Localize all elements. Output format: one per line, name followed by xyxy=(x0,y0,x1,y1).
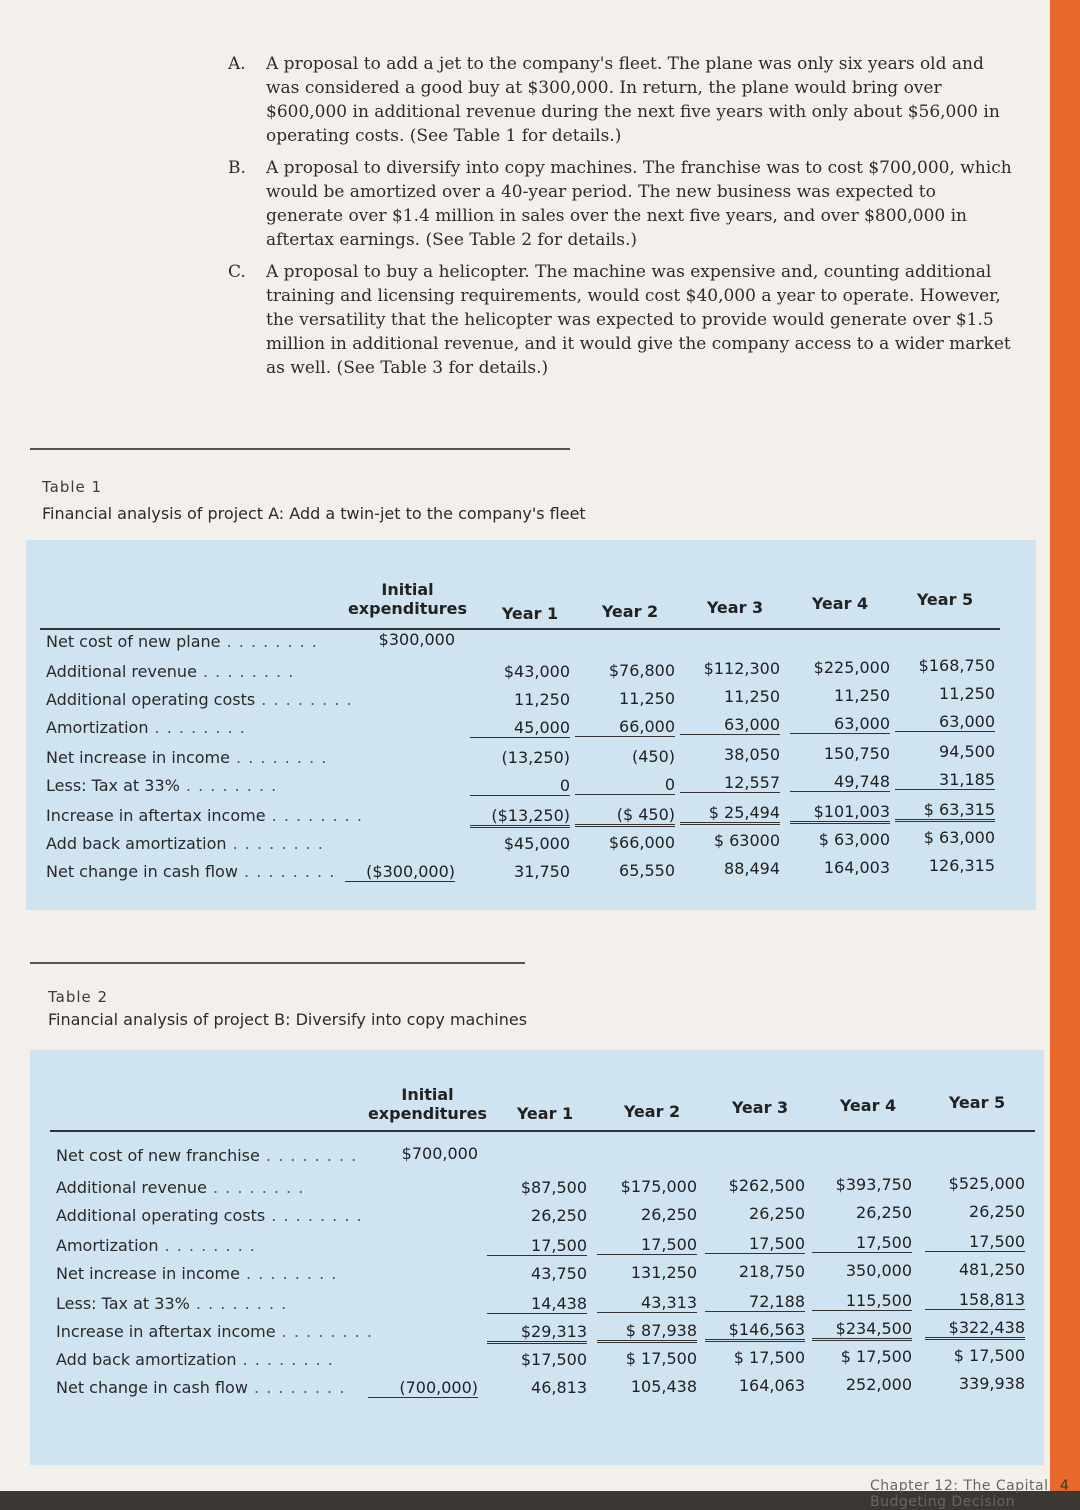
row-label xyxy=(46,718,246,737)
row-label-text: Less: Tax at 33% xyxy=(46,776,180,795)
row-label xyxy=(46,632,318,651)
leader-dots: . . . . . . . . xyxy=(206,1178,305,1197)
row-label-text: Net increase in income xyxy=(56,1264,240,1283)
value-cell-year2: 17,500 xyxy=(597,1235,697,1255)
value-cell-year2: $76,800 xyxy=(608,660,675,680)
value-cell-year2: 131,250 xyxy=(630,1263,697,1282)
row-label xyxy=(56,1146,357,1165)
table1-header-initial xyxy=(345,580,470,618)
row-label xyxy=(56,1322,373,1341)
table2-title: Financial analysis of project B: Diversify into copy machines xyxy=(48,1010,528,1029)
row-label-text: Additional revenue xyxy=(46,662,197,681)
row-label xyxy=(46,748,327,767)
value-cell-year3: $ 63000 xyxy=(713,831,780,850)
leader-dots: . . . . . . . . xyxy=(255,690,353,709)
table1-header-year1: Year 1 xyxy=(501,604,559,623)
value-cell-year3: 12,557 xyxy=(680,773,780,793)
value-cell-year4: 164,003 xyxy=(823,857,890,877)
value-cell-year4: 252,000 xyxy=(845,1375,912,1394)
row-label xyxy=(46,776,277,795)
row-label-text: Additional operating costs xyxy=(56,1206,266,1225)
value-cell-year2: $ 87,938 xyxy=(597,1321,697,1343)
value-cell-year1: 0 xyxy=(470,776,570,796)
row-label xyxy=(56,1206,363,1225)
value-cell-year3: 17,500 xyxy=(705,1234,805,1254)
value-cell-year3: 26,250 xyxy=(749,1204,805,1223)
leader-dots: . . . . . . . . xyxy=(259,1146,358,1165)
value-cell-year3: $112,300 xyxy=(703,659,780,678)
proposals-list xyxy=(228,52,1018,388)
value-cell-year3: 72,188 xyxy=(705,1292,805,1312)
proposal-letter: A. xyxy=(228,54,246,74)
value-cell-year1: $87,500 xyxy=(520,1178,587,1197)
value-cell-year4: $225,000 xyxy=(813,657,890,677)
leader-dots: . . . . . . . . xyxy=(265,806,363,825)
value-cell-year4: $ 17,500 xyxy=(840,1347,912,1366)
value-cell-year1: 14,438 xyxy=(487,1294,587,1314)
proposal-text: A proposal to diversify into copy machines. The franchise was to cost $700,000, which would be amortized over a 40-year period. The new business was expected to generate over $1.4 million in sales over the next five years, and over $800,000 in aftertax earnings. (See Table 2 for details.) xyxy=(266,158,1012,250)
row-label xyxy=(46,690,353,709)
row-label xyxy=(56,1294,287,1313)
table2-header-initial xyxy=(365,1085,490,1123)
value-cell-year5: 63,000 xyxy=(895,712,995,732)
value-cell-year1: 31,750 xyxy=(514,862,570,881)
value-cell-year4: 115,500 xyxy=(812,1291,912,1311)
table1-header-rule xyxy=(40,628,1000,630)
value-cell-year1: 43,750 xyxy=(531,1264,587,1283)
value-cell-year1: 45,000 xyxy=(470,718,570,738)
proposal-b xyxy=(228,156,1018,252)
value-cell-year5: 31,185 xyxy=(895,770,995,790)
value-cell-year3: $ 25,494 xyxy=(680,803,780,825)
value-cell-year5: 339,938 xyxy=(958,1374,1025,1393)
row-label-text: Net change in cash flow xyxy=(46,862,238,881)
chapter-footer: Chapter 12: The Capital Budgeting Decision xyxy=(870,1478,1049,1510)
proposal-letter: C. xyxy=(228,262,246,282)
table1-header-year3: Year 3 xyxy=(706,598,764,617)
value-cell-year3: 88,494 xyxy=(724,859,780,878)
value-cell-year3: 63,000 xyxy=(680,715,780,735)
row-label-text: Increase in aftertax income xyxy=(56,1322,276,1341)
leader-dots: . . . . . . . . xyxy=(236,1350,334,1369)
value-cell-year3: 38,050 xyxy=(724,745,780,764)
row-label xyxy=(56,1264,337,1283)
value-cell-year4: $101,003 xyxy=(790,802,890,824)
table2-header-year1: Year 1 xyxy=(516,1104,574,1123)
value-cell-year4: $ 63,000 xyxy=(818,829,890,849)
value-cell-year5: 94,500 xyxy=(939,742,995,761)
proposal-text: A proposal to buy a helicopter. The machine was expensive and, counting additional training and licensing requirements, would cost $40,000 a year to operate. However, the versatility that the helicopter was expected to provide would generate over $1.5 million in additional revenue, and it would give the company access to a wider market as well. (See Table 3 for details.) xyxy=(266,262,1011,378)
leader-dots: . . . . . . . . xyxy=(275,1322,373,1341)
row-label xyxy=(46,862,335,881)
value-cell-year5: $525,000 xyxy=(948,1174,1025,1193)
row-label-text: Amortization xyxy=(56,1236,159,1255)
value-cell-year5: 126,315 xyxy=(928,856,995,875)
value-cell-year2: 65,550 xyxy=(619,860,675,880)
header-initial-line1: Initial xyxy=(381,580,434,599)
value-cell-year5: $322,438 xyxy=(925,1318,1025,1340)
row-label-text: Net change in cash flow xyxy=(56,1378,248,1397)
value-cell-year5: $ 63,000 xyxy=(923,828,995,847)
row-label-text: Net cost of new franchise xyxy=(56,1146,260,1165)
value-cell-year1: $29,313 xyxy=(487,1322,587,1344)
value-cell-year5: $168,750 xyxy=(918,656,995,675)
table1-header-year4: Year 4 xyxy=(811,594,869,613)
row-label xyxy=(56,1378,345,1397)
leader-dots: . . . . . . . . xyxy=(226,834,324,853)
leader-dots: . . . . . . . . xyxy=(237,862,336,881)
leader-dots: . . . . . . . . xyxy=(247,1378,346,1397)
row-label xyxy=(56,1350,334,1369)
value-cell-year4: 26,250 xyxy=(856,1203,912,1222)
table2-header-year4: Year 4 xyxy=(839,1096,897,1115)
table2-label: Table 2 xyxy=(48,988,109,1006)
row-label xyxy=(56,1178,304,1197)
orange-page-edge xyxy=(1050,0,1080,1491)
value-cell-year2: 105,438 xyxy=(630,1377,697,1396)
value-cell-year2: 26,250 xyxy=(641,1205,697,1224)
proposal-letter: B. xyxy=(228,158,246,178)
initial-expenditure-cell: (700,000) xyxy=(368,1378,478,1398)
leader-dots: . . . . . . . . xyxy=(239,1264,338,1283)
value-cell-year4: 150,750 xyxy=(823,743,890,763)
table2-header-year2: Year 2 xyxy=(623,1102,681,1121)
header-initial-line1: Initial xyxy=(401,1085,454,1104)
value-cell-year5: 158,813 xyxy=(925,1290,1025,1310)
row-label-text: Net cost of new plane xyxy=(46,632,221,651)
table2-header-rule xyxy=(50,1130,1035,1132)
value-cell-year5: $ 17,500 xyxy=(953,1346,1025,1365)
value-cell-year2: ($ 450) xyxy=(575,805,675,827)
leader-dots: . . . . . . . . xyxy=(229,748,328,767)
table1-title: Financial analysis of project A: Add a twin-jet to the company's fleet xyxy=(42,504,586,523)
row-label-text: Add back amortization xyxy=(56,1350,237,1369)
value-cell-year1: 11,250 xyxy=(514,690,570,709)
value-cell-year2: $175,000 xyxy=(620,1177,697,1196)
initial-expenditure-cell: $700,000 xyxy=(401,1144,478,1163)
leader-dots: . . . . . . . . xyxy=(265,1206,363,1225)
value-cell-year1: $45,000 xyxy=(503,834,570,853)
table1-header-year2: Year 2 xyxy=(601,602,659,621)
initial-expenditure-cell: ($300,000) xyxy=(345,862,455,882)
value-cell-year1: ($13,250) xyxy=(470,806,570,828)
leader-dots: . . . . . . . . xyxy=(148,718,246,737)
leader-dots: . . . . . . . . xyxy=(158,1236,256,1255)
value-cell-year1: (13,250) xyxy=(501,748,570,767)
value-cell-year2: 66,000 xyxy=(575,717,675,737)
value-cell-year1: 46,813 xyxy=(531,1378,587,1397)
value-cell-year2: $ 17,500 xyxy=(625,1349,697,1368)
value-cell-year2: 11,250 xyxy=(619,688,675,708)
value-cell-year4: 350,000 xyxy=(845,1261,912,1280)
page-number: 4 xyxy=(1060,1478,1069,1494)
row-label-text: Additional operating costs xyxy=(46,690,256,709)
value-cell-year2: 0 xyxy=(575,775,675,795)
table1-top-rule xyxy=(30,448,570,450)
value-cell-year5: $ 63,315 xyxy=(895,800,995,822)
table1-header-year5: Year 5 xyxy=(916,590,974,609)
value-cell-year5: 26,250 xyxy=(969,1202,1025,1221)
value-cell-year1: $17,500 xyxy=(520,1350,587,1369)
table2-header-year3: Year 3 xyxy=(731,1098,789,1117)
leader-dots: . . . . . . . . xyxy=(220,632,318,651)
value-cell-year4: 17,500 xyxy=(812,1233,912,1253)
value-cell-year4: 49,748 xyxy=(790,772,890,792)
value-cell-year2: 43,313 xyxy=(597,1293,697,1313)
proposal-text: A proposal to add a jet to the company's fleet. The plane was only six years old and was considered a good buy at $300,000. In return, the plane would bring over $600,000 in additional revenue during the next five years with only about $56,000 in operating costs. (See Table 1 for details.) xyxy=(266,54,1000,146)
row-label-text: Add back amortization xyxy=(46,834,227,853)
row-label-text: Amortization xyxy=(46,718,149,737)
value-cell-year3: $146,563 xyxy=(705,1320,805,1342)
value-cell-year3: $ 17,500 xyxy=(733,1348,805,1367)
row-label xyxy=(46,834,324,853)
value-cell-year5: 11,250 xyxy=(939,684,995,703)
initial-expenditure-cell: $300,000 xyxy=(378,630,455,649)
table2-top-rule xyxy=(30,962,525,964)
proposal-c xyxy=(228,260,1018,380)
table1-label: Table 1 xyxy=(42,478,103,496)
leader-dots: . . . . . . . . xyxy=(189,1294,288,1313)
header-initial-line2: expenditures xyxy=(347,599,468,618)
value-cell-year1: 17,500 xyxy=(487,1236,587,1256)
value-cell-year3: 164,063 xyxy=(738,1376,805,1395)
row-label-text: Additional revenue xyxy=(56,1178,207,1197)
value-cell-year4: 11,250 xyxy=(834,685,890,705)
value-cell-year3: 218,750 xyxy=(738,1262,805,1281)
value-cell-year2: (450) xyxy=(631,746,675,766)
value-cell-year3: 11,250 xyxy=(724,687,780,706)
value-cell-year4: $234,500 xyxy=(812,1319,912,1341)
value-cell-year1: $43,000 xyxy=(503,662,570,681)
header-initial-line2: expenditures xyxy=(367,1104,488,1123)
row-label xyxy=(46,806,363,825)
leader-dots: . . . . . . . . xyxy=(179,776,278,795)
row-label-text: Less: Tax at 33% xyxy=(56,1294,190,1313)
value-cell-year1: 26,250 xyxy=(531,1206,587,1225)
table2-header-year5: Year 5 xyxy=(948,1093,1006,1112)
value-cell-year4: $393,750 xyxy=(835,1175,912,1194)
value-cell-year5: 481,250 xyxy=(958,1260,1025,1279)
row-label xyxy=(46,662,294,681)
value-cell-year4: 63,000 xyxy=(790,714,890,734)
row-label xyxy=(56,1236,256,1255)
row-label-text: Net increase in income xyxy=(46,748,230,767)
proposal-a xyxy=(228,52,1018,148)
row-label-text: Increase in aftertax income xyxy=(46,806,266,825)
value-cell-year2: $66,000 xyxy=(608,832,675,852)
value-cell-year5: 17,500 xyxy=(925,1232,1025,1252)
leader-dots: . . . . . . . . xyxy=(196,662,295,681)
value-cell-year3: $262,500 xyxy=(728,1176,805,1195)
